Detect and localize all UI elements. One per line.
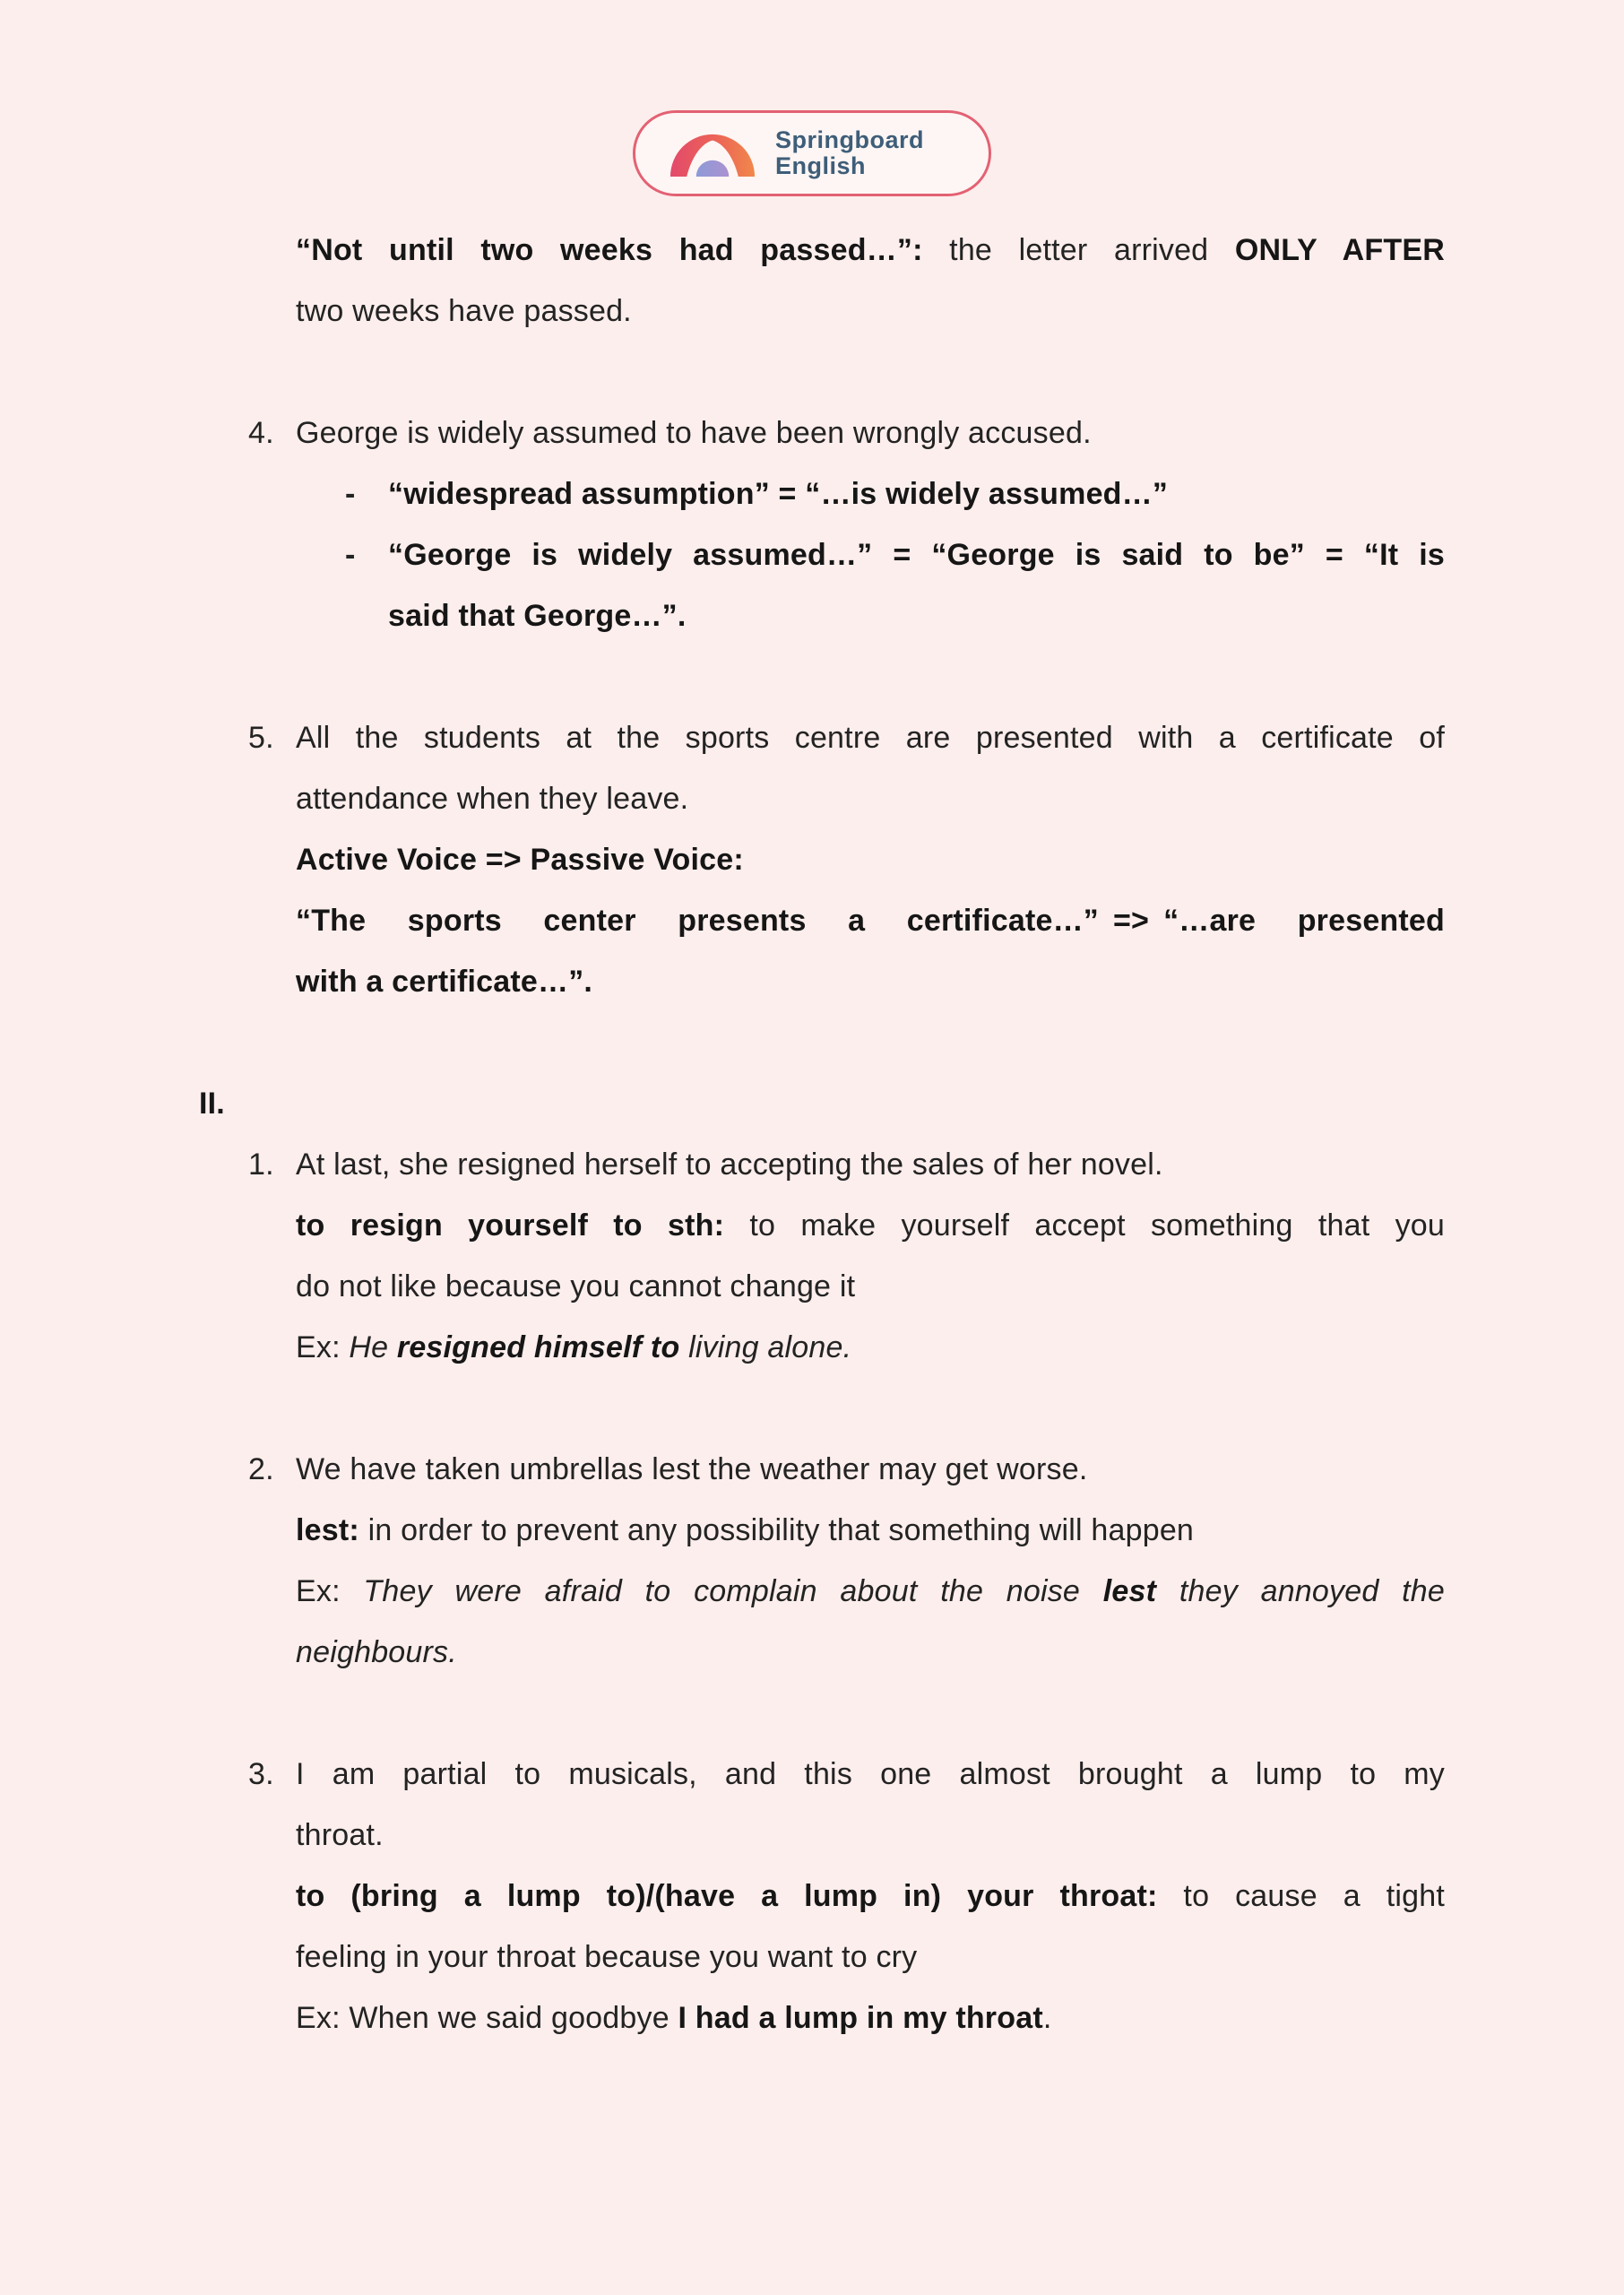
item-5-sentence-text-1: All the students at the sports centre are presented with a certificate of — [296, 721, 1445, 755]
document-content — [199, 220, 1445, 2048]
item-4-bullet-1-line — [388, 463, 1445, 524]
item-1-sentence — [296, 1134, 1445, 1195]
item-1-example-italic-1: He — [349, 1330, 397, 1364]
item-2-example-line-1 — [296, 1561, 1445, 1622]
item-3-example-line — [296, 1988, 1445, 2048]
dash-bullet-icon: - — [345, 477, 356, 511]
item-2-example-italic-2: they annoyed the — [1156, 1574, 1446, 1608]
rainbow-arch-icon — [669, 130, 756, 178]
item-1-example-italic-2: living alone. — [679, 1330, 852, 1364]
item-5-voice-text: Active Voice => Passive Voice: — [296, 843, 744, 877]
item-4-sentence — [296, 403, 1445, 463]
item-4-body — [296, 403, 1445, 646]
item-2-definition-line — [296, 1500, 1445, 1561]
item-3-term: to (bring a lump to)/(have a lump in) your throat: — [296, 1879, 1158, 1913]
item-2 — [248, 1439, 1445, 1683]
item-4-bullet-1 — [345, 463, 1445, 524]
brand-line1: Springboard — [775, 126, 924, 153]
item-2-example-italic-3: neighbours. — [296, 1635, 457, 1669]
item-4 — [248, 403, 1445, 646]
brand-line2: English — [775, 152, 867, 179]
item-5-transform-line-2 — [296, 951, 1445, 1012]
item-4-number: 4. — [248, 416, 274, 450]
item-4-bullet-2-line-1 — [388, 524, 1445, 585]
item-1-definition-line-1 — [296, 1195, 1445, 1256]
item-5-number: 5. — [248, 721, 274, 755]
item-2-sentence-text: We have taken umbrellas lest the weather may get worse. — [296, 1452, 1088, 1486]
item-4-bullet-2-body — [388, 524, 1445, 646]
item-1-body — [296, 1134, 1445, 1378]
item-2-example-italic-1: They were afraid to complain about the noise — [363, 1574, 1103, 1608]
item-5 — [248, 707, 1445, 1012]
item-2-number: 2. — [248, 1452, 274, 1486]
item-3-example-prefix: Ex: When we said goodbye — [296, 2001, 678, 2035]
arrow-symbol: => — [1112, 904, 1150, 938]
intro-paragraph — [296, 220, 1445, 342]
item-1 — [248, 1134, 1445, 1378]
item-2-body — [296, 1439, 1445, 1683]
item-3-sentence-text-2: throat. — [296, 1818, 384, 1852]
item-5-transform-text-2: with a certificate…”. — [296, 965, 593, 999]
item-5-sentence-line-2 — [296, 768, 1445, 829]
item-3-sentence-text-1: I am partial to musicals, and this one almost brought a lump to my — [296, 1757, 1445, 1791]
item-1-number: 1. — [248, 1148, 274, 1182]
intro-regular: the letter arrived — [922, 233, 1235, 267]
item-3-example-bold: I had a lump in my throat — [678, 2001, 1043, 2035]
item-1-definition-text-2: do not like because you cannot change it — [296, 1269, 856, 1303]
item-1-example-prefix: Ex: — [296, 1330, 350, 1364]
item-2-definition-text: in order to prevent any possibility that something will happen — [358, 1513, 1195, 1547]
item-4-bullet-2-line-2 — [388, 585, 1445, 646]
item-3-definition-line-2 — [296, 1927, 1445, 1988]
item-3-body — [296, 1744, 1445, 2048]
logo-row — [0, 0, 1624, 196]
intro-line-2-text: two weeks have passed. — [296, 294, 632, 328]
item-1-sentence-text: At last, she resigned herself to accepting the sales of her novel. — [296, 1148, 1163, 1182]
item-4-bullet-2-text-1: “George is widely assumed…” = “George is said to be” = “It is — [388, 538, 1445, 572]
item-2-example-line-2 — [296, 1622, 1445, 1683]
item-5-sentence-line-1 — [296, 707, 1445, 768]
section-2-heading: II. — [199, 1087, 225, 1121]
item-5-active-quote: “The sports center presents a certificate…” — [296, 904, 1099, 938]
dash-bullet-icon: - — [345, 538, 356, 572]
item-4-bullet-2-text-2: said that George…”. — [388, 599, 687, 633]
item-3-definition-text-1: to cause a tight — [1157, 1879, 1445, 1913]
item-2-sentence — [296, 1439, 1445, 1500]
item-2-term: lest: — [296, 1513, 359, 1547]
item-2-example-prefix: Ex: — [296, 1574, 364, 1608]
item-1-definition-text-1: to make yourself accept something that you — [724, 1208, 1445, 1243]
item-4-bullet-2 — [345, 524, 1445, 646]
item-1-example-line — [296, 1317, 1445, 1378]
item-3-definition-line-1 — [296, 1866, 1445, 1927]
item-3-sentence-line-2 — [296, 1805, 1445, 1866]
item-3-example-suffix: . — [1042, 2001, 1052, 2035]
item-5-passive-quote: “…are presented — [1163, 904, 1445, 938]
item-2-example-bold-italic: lest — [1102, 1574, 1157, 1608]
item-1-definition-line-2 — [296, 1256, 1445, 1317]
intro-bold-only-after: ONLY AFTER — [1234, 233, 1445, 267]
item-1-term: to resign yourself to sth: — [296, 1208, 725, 1243]
item-4-bullet-1-text: “widespread assumption” = “…is widely assumed…” — [388, 477, 1169, 511]
intro-line-1 — [296, 220, 1445, 281]
item-5-sentence-text-2: attendance when they leave. — [296, 782, 689, 816]
item-5-voice-line — [296, 829, 1445, 890]
item-3-number: 3. — [248, 1757, 274, 1791]
intro-bold-quote: “Not until two weeks had passed…”: — [296, 233, 923, 267]
item-5-transform-line-1 — [296, 890, 1445, 951]
intro-line-2 — [296, 281, 1445, 342]
item-3-definition-text-2: feeling in your throat because you want to cry — [296, 1940, 918, 1974]
brand-name — [775, 127, 924, 179]
springboard-english-logo — [633, 110, 991, 196]
item-3 — [248, 1744, 1445, 2048]
item-4-bullet-1-body — [388, 463, 1445, 524]
item-5-body — [296, 707, 1445, 1012]
item-3-sentence-line-1 — [296, 1744, 1445, 1805]
item-4-sentence-text: George is widely assumed to have been wrongly accused. — [296, 416, 1092, 450]
item-1-example-bold-italic: resigned himself to — [396, 1330, 680, 1364]
